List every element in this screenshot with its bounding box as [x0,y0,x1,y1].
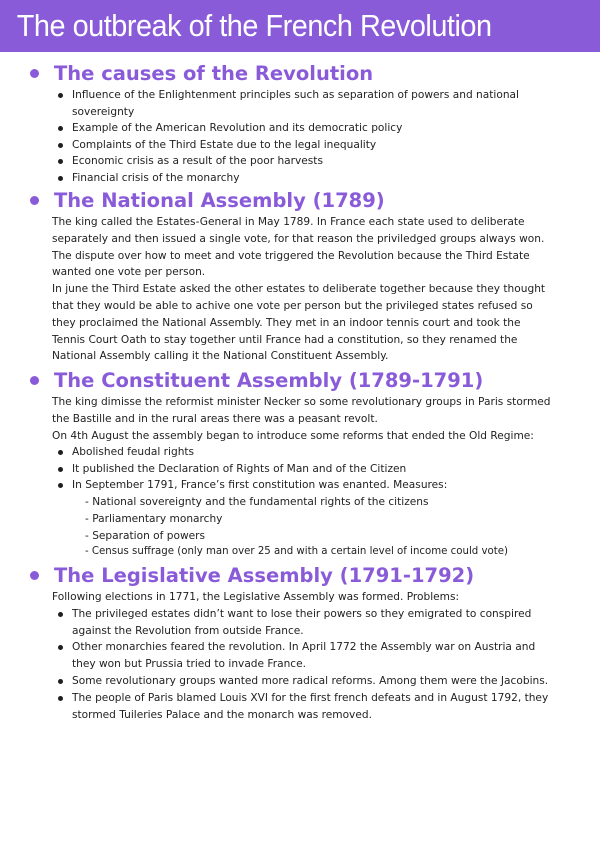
bullet-icon [58,696,63,701]
section-title: The Constituent Assembly (1789-1791) [54,368,484,392]
bullet-icon [58,126,63,131]
list-item: The people of Paris blamed Louis XVI for the first french defeats and in August 1792, they stormed Tuileries Palace and the monarch was removed. [72,690,577,724]
measure-item: - Parliamentary monarchy [85,512,223,525]
bullet-icon [58,159,63,164]
bullet-icon [58,612,63,617]
list-item: The privileged estates didn’t want to lose their powers so they emigrated to conspired against the Revolution from outside France. [72,606,577,640]
bullet-icon [58,645,63,650]
bullet-icon [58,93,63,98]
measures-list [85,494,580,561]
list-item: Financial crisis of the monarchy [72,170,577,187]
list-item: Other monarchies feared the revolution. In April 1772 the Assembly war on Austria and they won but Prussia tried to invade France. [72,639,577,673]
list-item: In September 1791, France’s first constitution was enanted. Measures: [72,477,577,494]
heading-bullet-icon [30,196,39,205]
heading-bullet-icon [30,376,39,385]
bullet-icon [58,450,63,455]
section-heading-causes [30,59,373,87]
list-item: Abolished feudal rights [72,444,577,461]
section-heading-legislative-assembly [30,561,474,589]
list-item: Economic crisis as a result of the poor harvests [72,153,577,170]
section-heading-constituent-assembly [30,366,483,394]
heading-bullet-icon [30,69,39,78]
page-title: The outbreak of the French Revolution [16,8,492,43]
measure-item: - National sovereignty and the fundamental rights of the citizens [85,496,429,508]
bullet-icon [58,176,63,181]
list-item: It published the Declaration of Rights of Man and of the Citizen [72,461,577,478]
section-title: The National Assembly (1789) [54,188,385,212]
list-item: Complaints of the Third Estate due to the legal inequality [72,137,577,154]
measure-item: - Separation of powers [85,529,205,542]
list-item: Some revolutionary groups wanted more radical reforms. Among them were the Jacobins. [72,673,577,690]
bullet-icon [58,483,63,488]
paragraph-national-assembly: The king called the Estates-General in May 1789. In France each state used to deliberate separately and then issued a single vote, for that reason the priviledged groups always won. The dispute over how to meet and vote triggered the Revolution because the Third Estate wanted one vote per person. In june the Third Estate asked the other estates to deliberate together because they thought that they would be able to achive one vote per person but the privileged states refused so they proclaimed the National Assembly. They met in an indoor tennis court and took the Tennis Court Oath to stay together until France had a constitution, so they renamed the National Assembly calling it the National Constituent Assembly. [52,216,546,363]
bullet-icon [58,467,63,472]
bullet-icon [58,679,63,684]
paragraph-constituent-assembly: The king dimisse the reformist minister Necker so some revolutionary groups in Paris stormed the Bastille and in the rural areas there was a peasant revolt. On 4th August the assembly began to introduce some reforms that ended the Old Regime: [52,396,551,442]
section-heading-national-assembly [30,186,385,214]
section-title: The Legislative Assembly (1791-1792) [54,563,475,587]
bullet-icon [58,143,63,148]
list-item: Example of the American Revolution and its democratic policy [72,120,577,137]
paragraph-legislative-assembly: Following elections in 1771, the Legislative Assembly was formed. Problems: [52,591,460,603]
section-title: The causes of the Revolution [54,61,374,85]
list-item: Influence of the Enlightenment principles such as separation of powers and national sovereignty [72,87,577,121]
title-banner [0,0,600,52]
measure-item: - Census suffrage (only man over 25 and with a certain level of income could vote) [85,546,508,558]
heading-bullet-icon [30,571,39,580]
